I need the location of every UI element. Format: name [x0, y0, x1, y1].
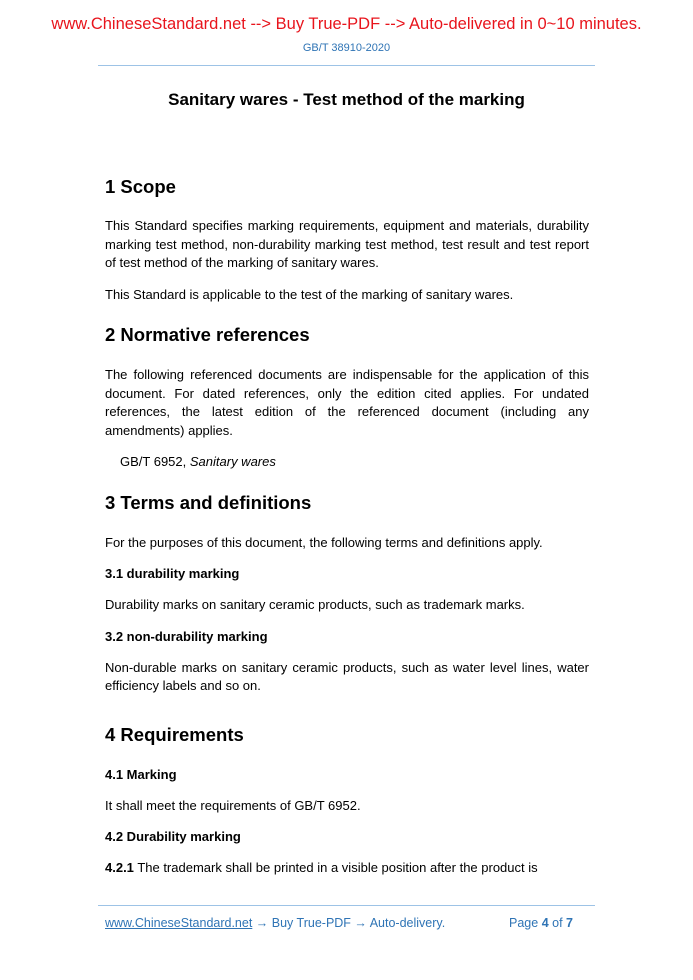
section-heading-requirements: 4 Requirements [105, 723, 244, 745]
paragraph [105, 859, 589, 878]
reference-code: GB/T 6952, [120, 454, 187, 469]
of-label: of [552, 916, 563, 930]
section-heading-normative-references: 2 Normative references [105, 324, 310, 345]
footer-site-link[interactable]: www.ChineseStandard.net [105, 916, 253, 930]
standard-number: GB/T 38910-2020 [302, 42, 391, 54]
top-banner-link[interactable]: www.ChineseStandard.net --> Buy True-PDF --> Auto-delivered in 0~10 minutes. [51, 15, 642, 33]
footer-purchase-text: → Buy True-PDF → Auto-delivery. [252, 916, 446, 930]
paragraph: This Standard specifies marking requirements, equipment and materials, durability marking test method, non-durability marking test method, test result and test report of test method of the marking of sanitary wares. [105, 218, 589, 270]
page-label: Page [509, 916, 539, 930]
current-page-number: 4 [541, 916, 549, 930]
paragraph: This Standard is applicable to the test of the marking of sanitary wares. [105, 286, 514, 302]
clause-number: 4.2.1 [105, 860, 134, 875]
paragraph: It shall meet the requirements of GB/T 6952. [105, 797, 361, 813]
section-heading-scope: 1 Scope [105, 176, 176, 197]
subsection-heading: 4.1 Marking [105, 766, 177, 782]
reference-title: Sanitary wares [189, 454, 276, 469]
paragraph: Durability marks on sanitary ceramic products, such as trademark marks. [105, 597, 525, 612]
term-heading: 3.1 durability marking [105, 566, 240, 581]
page-indicator [509, 916, 573, 930]
paragraph: The following referenced documents are indispensable for the application of this document. For dated references, only the edition cited applies. For undated references, the latest edition of the referenced document (including any amendments) applies. [105, 367, 589, 438]
total-pages: 7 [566, 916, 573, 930]
term-heading: 3.2 non-durability marking [105, 628, 268, 644]
footer-divider [98, 905, 595, 906]
footer-purchase-info [105, 916, 445, 930]
normative-reference-item [105, 453, 589, 472]
paragraph: Non-durable marks on sanitary ceramic products, such as water level lines, water efficiency labels and so on. [105, 659, 589, 693]
header-divider [98, 65, 595, 66]
document-body [105, 176, 589, 878]
section-heading-terms: 3 Terms and definitions [105, 491, 312, 513]
clause-text: The trademark shall be printed in a visible position after the product is [137, 860, 538, 875]
paragraph: For the purposes of this document, the following terms and definitions apply. [105, 534, 543, 550]
subsection-heading: 4.2 Durability marking [105, 829, 241, 844]
document-title: Sanitary wares - Test method of the marking [168, 90, 525, 109]
